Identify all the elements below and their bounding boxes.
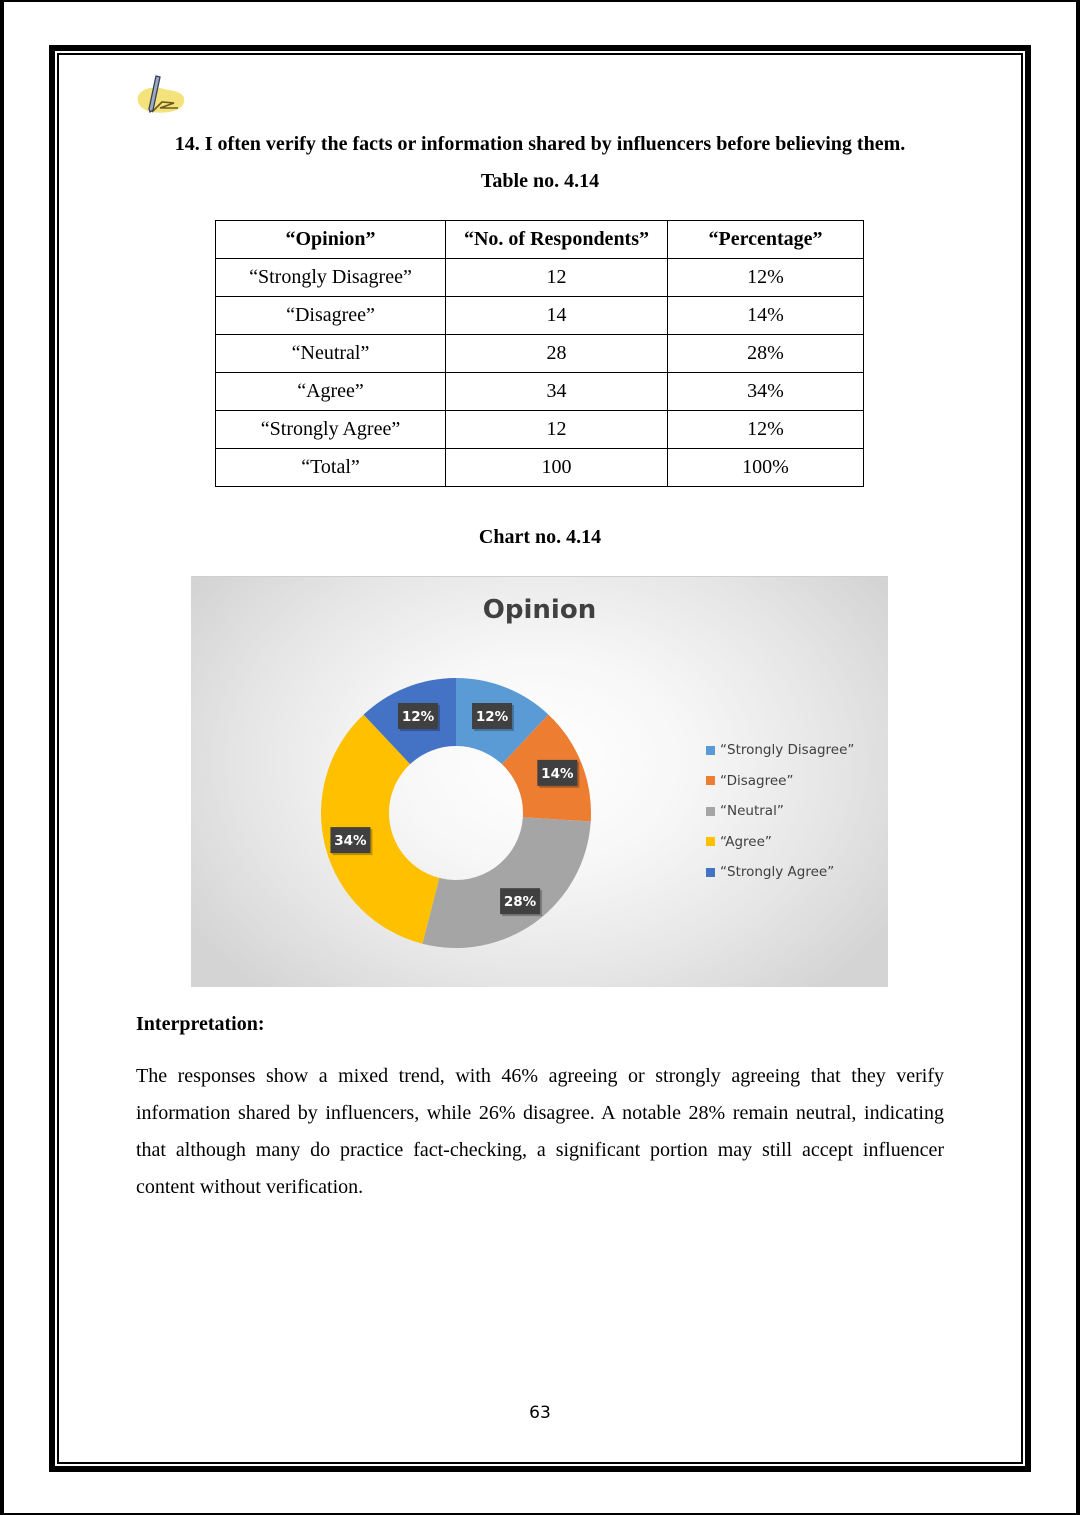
svg-text:12%: 12% — [475, 709, 509, 725]
chart-caption: Chart no. 4.14 — [478, 526, 602, 548]
cell-percentage: 12% — [668, 411, 864, 449]
svg-text:14%: 14% — [541, 765, 574, 782]
cell-respondents: 14 — [446, 297, 668, 335]
page-number: 63 — [529, 1403, 551, 1423]
cell-percentage: 14% — [668, 297, 864, 335]
legend-label: “Neutral” — [720, 803, 784, 820]
table-row — [216, 373, 864, 411]
legend-swatch — [706, 837, 715, 846]
header-percentage: “Percentage” — [668, 221, 864, 259]
table-row-total — [216, 449, 864, 487]
legend-label: “Strongly Disagree” — [720, 742, 855, 759]
cell-opinion: “Strongly Disagree” — [216, 259, 446, 297]
legend-label: “Strongly Agree” — [720, 864, 835, 881]
legend-swatch — [706, 776, 715, 785]
data-label-strongly-agree — [398, 703, 440, 731]
header-respondents: “No. of Respondents” — [446, 221, 668, 259]
table-row — [216, 411, 864, 449]
cell-respondents: 34 — [446, 373, 668, 411]
cell-opinion: “Neutral” — [216, 335, 446, 373]
legend-swatch — [706, 807, 715, 816]
table-row — [216, 259, 864, 297]
cell-percentage: 28% — [668, 335, 864, 373]
legend-item-disagree — [706, 766, 854, 797]
data-label-disagree — [537, 760, 579, 788]
legend-item-strongly-disagree — [706, 735, 854, 766]
data-label-strongly-disagree — [472, 703, 514, 731]
cell-opinion: “Disagree” — [216, 297, 446, 335]
slice-neutral — [422, 817, 590, 948]
data-label-neutral — [500, 888, 542, 916]
svg-text:12%: 12% — [401, 709, 435, 725]
table-row — [216, 297, 864, 335]
cell-respondents: 12 — [446, 259, 668, 297]
cell-opinion: “Strongly Agree” — [216, 411, 446, 449]
legend-item-strongly-agree — [706, 857, 854, 888]
cell-opinion: “Agree” — [216, 373, 446, 411]
interpretation-body: The responses show a mixed trend, with 46% agreeing or strongly agreeing that they verify information shared by influencers, while 26% disagree. A notable 28% remain neutral, indicating that although many do practice fact-checking, a significant portion may still accept influencer content without verification. — [136, 1065, 944, 1198]
cell-respondents: 28 — [446, 335, 668, 373]
interpretation-heading: Interpretation: — [136, 1013, 265, 1035]
svg-text:34%: 34% — [334, 833, 367, 850]
svg-text:28%: 28% — [503, 894, 537, 911]
respondents-table — [215, 220, 864, 487]
table-row — [216, 335, 864, 373]
cell-percentage: 100% — [668, 449, 864, 487]
table-header-row — [216, 221, 864, 259]
legend-item-neutral — [706, 796, 854, 827]
legend-item-agree — [706, 827, 854, 858]
legend-label: “Agree” — [720, 833, 772, 850]
table-caption: Table no. 4.14 — [480, 170, 600, 192]
pen-writing-icon — [134, 72, 190, 118]
legend-swatch — [706, 868, 715, 877]
question-heading: 14. I often verify the facts or information shared by influencers before believing them. — [174, 133, 906, 155]
data-label-agree — [330, 827, 372, 855]
header-opinion: “Opinion” — [216, 221, 446, 259]
legend-swatch — [706, 746, 715, 755]
cell-percentage: 34% — [668, 373, 864, 411]
chart-title: Opinion — [482, 595, 597, 625]
legend-label: “Disagree” — [720, 772, 794, 789]
cell-percentage: 12% — [668, 259, 864, 297]
cell-respondents: 100 — [446, 449, 668, 487]
chart-legend — [706, 735, 854, 888]
cell-respondents: 12 — [446, 411, 668, 449]
cell-opinion: “Total” — [216, 449, 446, 487]
donut-chart — [191, 576, 888, 987]
